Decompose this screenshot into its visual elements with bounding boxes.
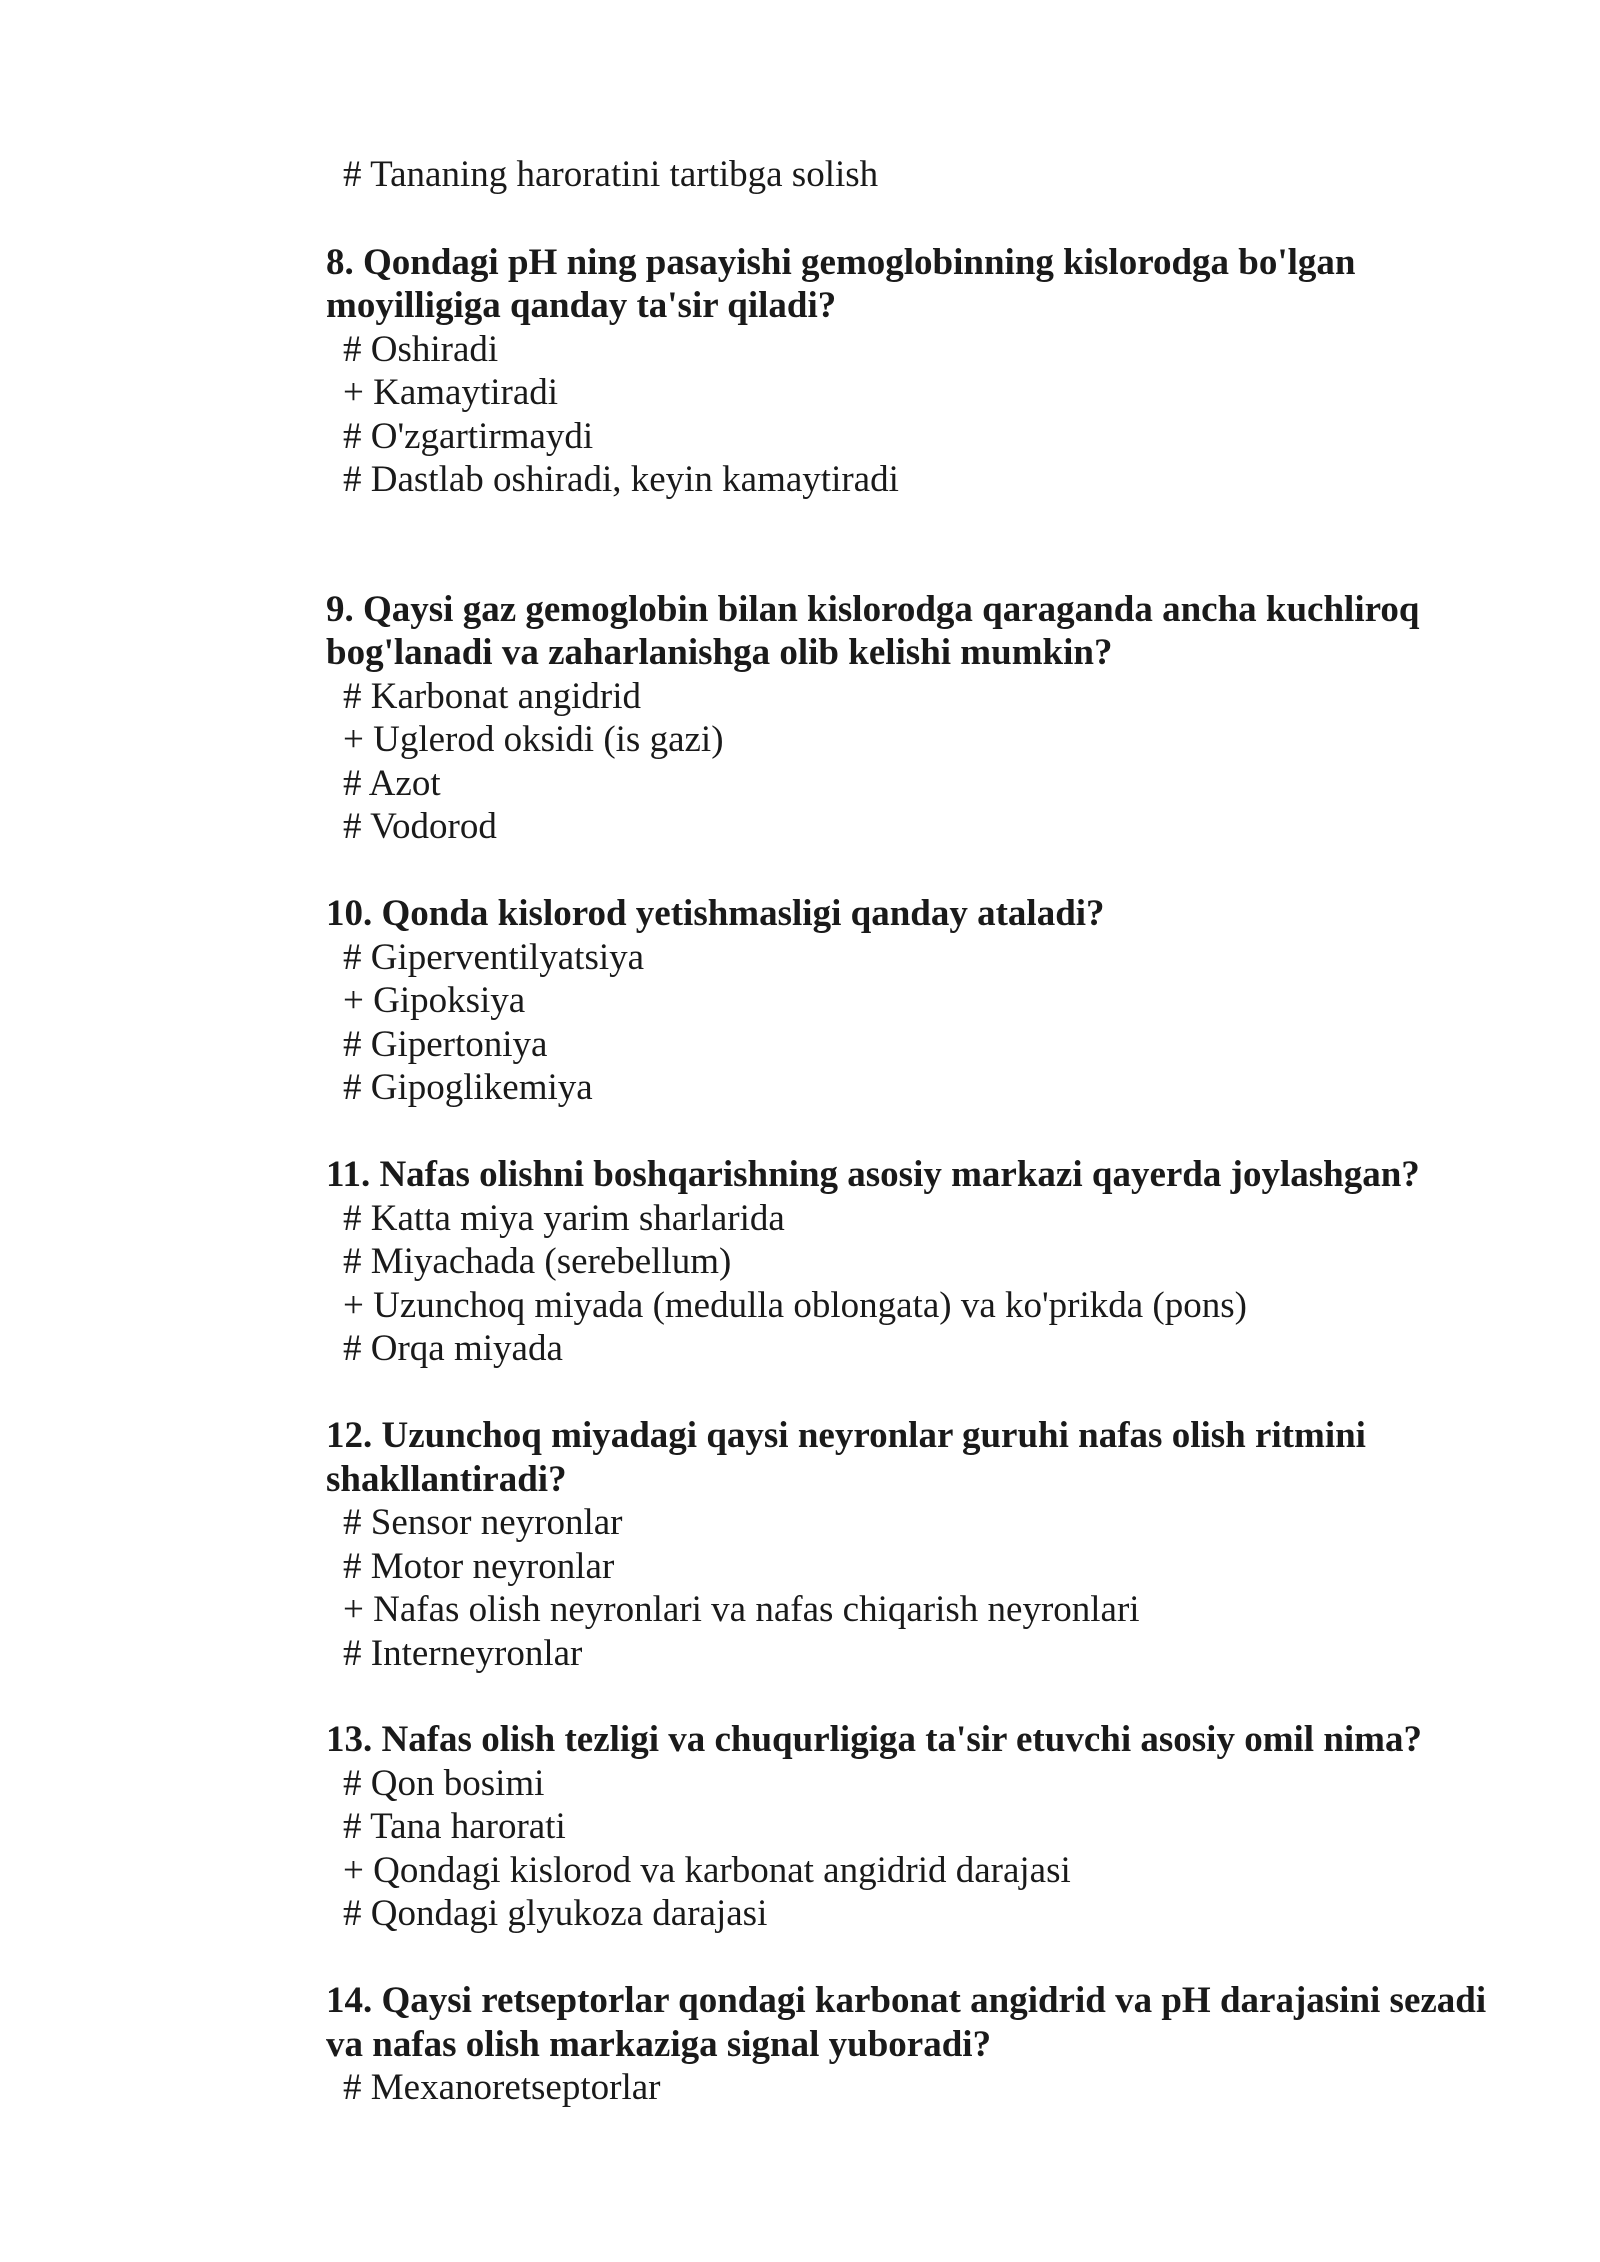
answer-option: # Qon bosimi	[343, 1763, 545, 1804]
answer-option: # Gipertoniya	[343, 1024, 548, 1065]
answer-option-correct: + Uzunchoq miyada (medulla oblongata) va ko'prikda (pons)	[343, 1285, 1247, 1326]
answer-option: # Vodorod	[343, 806, 497, 847]
question-text: va nafas olish markaziga signal yuboradi?	[326, 2024, 992, 2065]
question-text: moyilligiga qanday ta'sir qiladi?	[326, 285, 837, 326]
question-text: 9. Qaysi gaz gemoglobin bilan kislorodga qaraganda ancha kuchliroq	[326, 589, 1420, 630]
question-text: 14. Qaysi retseptorlar qondagi karbonat angidrid va pH darajasini sezadi	[326, 1980, 1487, 2021]
answer-option-correct: + Kamaytiradi	[343, 372, 559, 413]
answer-option: # Motor neyronlar	[343, 1546, 615, 1587]
answer-option: # Sensor neyronlar	[343, 1502, 623, 1543]
question-text: 8. Qondagi pH ning pasayishi gemoglobinning kislorodga bo'lgan	[326, 242, 1356, 283]
answer-option-correct: + Qondagi kislorod va karbonat angidrid darajasi	[343, 1850, 1071, 1891]
answer-option: # Karbonat angidrid	[343, 676, 641, 717]
question-text: 11. Nafas olishni boshqarishning asosiy markazi qayerda joylashgan?	[326, 1154, 1420, 1195]
answer-option: # Tana harorati	[343, 1806, 566, 1847]
question-text: 12. Uzunchoq miyadagi qaysi neyronlar guruhi nafas olish ritmini	[326, 1415, 1366, 1456]
question-text: 10. Qonda kislorod yetishmasligi qanday ataladi?	[326, 893, 1105, 934]
answer-option: # Tananing haroratini tartibga solish	[343, 154, 879, 195]
answer-option: # Miyachada (serebellum)	[343, 1241, 732, 1282]
answer-option-correct: + Nafas olish neyronlari va nafas chiqarish neyronlari	[343, 1589, 1140, 1630]
answer-option: # O'zgartirmaydi	[343, 416, 594, 457]
question-text: bog'lanadi va zaharlanishga olib kelishi mumkin?	[326, 632, 1113, 673]
answer-option-correct: + Gipoksiya	[343, 980, 526, 1021]
answer-option: # Orqa miyada	[343, 1328, 563, 1369]
answer-option: # Oshiradi	[343, 329, 499, 370]
answer-option: # Giperventilyatsiya	[343, 937, 645, 978]
question-text: shakllantiradi?	[326, 1459, 567, 1500]
answer-option-correct: + Uglerod oksidi (is gazi)	[343, 719, 724, 760]
answer-option: # Mexanoretseptorlar	[343, 2067, 661, 2108]
answer-option: # Dastlab oshiradi, keyin kamaytiradi	[343, 459, 899, 500]
question-text: 13. Nafas olish tezligi va chuqurligiga ta'sir etuvchi asosiy omil nima?	[326, 1719, 1422, 1760]
answer-option: # Gipoglikemiya	[343, 1067, 593, 1108]
answer-option: # Azot	[343, 763, 441, 804]
answer-option: # Interneyronlar	[343, 1633, 583, 1674]
answer-option: # Qondagi glyukoza darajasi	[343, 1893, 768, 1934]
answer-option: # Katta miya yarim sharlarida	[343, 1198, 785, 1239]
